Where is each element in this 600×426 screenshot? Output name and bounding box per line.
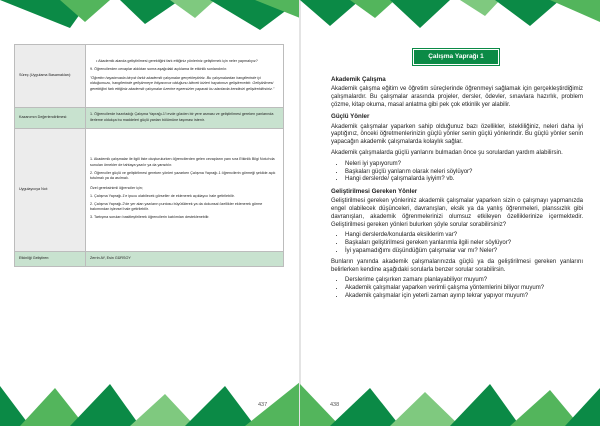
list-item: • Başkaları güçlü yanlarım olarak neleri söylüyor? (345, 169, 583, 177)
paragraph-academic-work: Akademik çalışma eğitim ve öğretim süreçlerinde öğrenmeyi sağlamak için gerçekleştirdiğimiz çalışmalardır. Bu çalışmalar arasında projeler, dersler, ödevler, sınavlara hazırlık, problem çözme, kitap okuma, masal anlatma gibi pek çok etkinlik yer alabilir. (331, 86, 583, 108)
list-item: • Başkaları geliştirilmesi gereken yanlarımla ilgili neler söylüyor? (345, 240, 583, 248)
strengths-question-list (337, 161, 583, 184)
list-item: • Hangi derslerde/konularda eksiklerim var? (345, 232, 583, 240)
paragraph-areas-to-improve: Geliştirilmesi gereken yönleriniz akademik çalışmalar yaparken sizin o çalışmayı yapmanızda engel olabilecek düşünceleri, davranışları, eksik ya da yanlış öğrenmeleri, planssızlık gibi davranışları, akademik öğrenmelerinizi olumsuz etkileyen özelliklerinize içermektedir. Geliştirilmesi gereken yönleri bulurken şöyle sorular sorabilirsiniz? (331, 198, 583, 228)
page-number-right: 438 (330, 402, 340, 408)
row-content-author: Zerrin AY, Esin GÜRSOY (86, 252, 284, 267)
row-content-note (86, 129, 284, 252)
additional-question-list (337, 277, 583, 300)
list-item: • Neleri iyi yapıyorum? (345, 161, 583, 169)
right-page (300, 0, 600, 426)
note-line-4: 1. Çalışma Yaprağı-1'e ipucu olabilecek görseller de eklenerek açıklayıcı hale getirilebilir. (90, 193, 235, 198)
note-line-1: 1. Akademik çalışmalar ile ilgili liste oluşturulurken öğrencilerden gelen cevapların yanı sıra Etkinlik Bilgi Notu'nda sunulan örnekler de tahtaya yazılır ya da yansıtılır. (90, 157, 275, 167)
note-line-6: 3. Tartışma soruları basitleştirilerek öğrencilerin katılımları desteklenebilir. (90, 215, 210, 220)
activity-plan-table (14, 44, 284, 267)
table-row-evaluation (15, 108, 284, 129)
worksheet-title-badge: Çalışma Yaprağı 1 (414, 50, 498, 64)
process-line-2: 9. Öğrencilerden cevaplar aldıktan sonra aşağıdaki açıklama ile etkinlik sonlandırılır. (90, 66, 228, 71)
note-line-5: 2. Çalışma Yaprağı-2'de yer alan yazıların puntosu büyütülerek ya da dokunsal özellikler eklenerek görme bakımından işlevsel hale getirilebilir. (90, 201, 263, 212)
closing-quote: "Öğretim hayatımızda birçok farklı akademik çalışmalar gerçekleştiririz. Bu çalışmalardan hangilerinde iyi olduğumuzu, hangilerinde geliştirmeye ihtiyacımız olduğunu bilmek bizleri hayatımızı geliştirecektir. Geliştirilmesi gerektiğini fark ettiğiniz akademik çalışmalar üzerine egzersizler yaparak bu alanlarda kendinizi geliştirebilirsiniz." (90, 75, 275, 92)
row-content-evaluation: 1. Öğrencilerde hazırladığı Çalışma Yaprağı-1'i evde gözden bir yere asması ve geliştirilmesi gereken yanlarında ilerleme oldukça bu maddeleri güçlü yanları bölümüne taşıması istenir. (86, 108, 284, 129)
bottom-pattern-decoration-right (300, 376, 600, 426)
row-label-note: Uygulayıcıya Not: (15, 129, 86, 252)
paragraph-additional-questions: Bunların yanında akademik çalışmalarınızda güçlü ya da geliştirilmesi gereken yanlarını belirlerken kendine aşağıdaki sorularla benzer sorular sorabilirsin. (331, 258, 583, 273)
table-row-process (15, 45, 284, 108)
list-item: • İyi yapamadığımı düşündüğüm çalışmalar var mı? Neler? (345, 248, 583, 256)
improvement-question-list (337, 232, 583, 255)
list-item: • Hangi derslerde/ çalışmalarda iyiyim? vb. (345, 176, 583, 184)
list-item: • Akademik çalışmalar için yeterli zaman ayırıp tekrar yapıyor muyum? (345, 293, 583, 301)
page-number-left: 437 (258, 402, 268, 408)
bottom-pattern-decoration (0, 376, 300, 426)
top-triangle-decoration (0, 0, 300, 32)
row-label-process: Süreç (Uygulama Basamakları): (15, 45, 86, 108)
heading-academic-work: Akademik Çalışma (331, 76, 386, 83)
note-line-3: Özel gereksinimli öğrenciler için; (90, 186, 143, 191)
heading-strengths: Güçlü Yönler (331, 113, 370, 121)
table-row-note (15, 129, 284, 252)
worksheet-body (331, 72, 583, 304)
note-line-2: 2. Öğrenciler güçlü ve geliştirilmesi gereken yönleri yazarken Çalışma Yaprağı-1 öğrencilerin görmeği şekilde açık tutulmalı ya da asılmalı. (90, 170, 276, 181)
list-item: • Derslerime çalışırken zamanı planlayabiliyor muyum? (345, 277, 583, 285)
row-label-author: Etkinliği Geliştiren: (15, 252, 86, 267)
heading-areas-to-improve: Geliştirilmesi Gereken Yönler (331, 188, 418, 196)
row-label-evaluation: Kazanımın Değerlendirilmesi: (15, 108, 86, 129)
list-item: • Akademik çalışmalar yaparken verimli çalışma yöntemlerini biliyor muyum? (345, 285, 583, 293)
paragraph-strengths-questions: Akademik çalışmalarda güçlü yanlarını bulmadan önce şu sorulardan yardım alabilirsin. (331, 149, 563, 156)
table-row-author (15, 252, 284, 267)
row-content-process (86, 45, 284, 108)
process-line-1: • Akademik alanda geliştirilmesi gerektiğini fark ettiğiniz yönleriniz geliştirmek için neler yapmalıyız? (96, 59, 258, 64)
top-triangle-decoration-right (300, 0, 600, 32)
paragraph-strengths: Akademik çalışmalar yaparken sahip olduğunuz bazı özellikler, istekliliğiniz, neleri daha iyi yaptığınız, önceki öğretmenlerinizin güçlü yönler senin güçlü yönlerindir. Bu güçlü yönler senin yapacağın akademik çalışmalarda kolaylık sağlar. (331, 123, 583, 146)
